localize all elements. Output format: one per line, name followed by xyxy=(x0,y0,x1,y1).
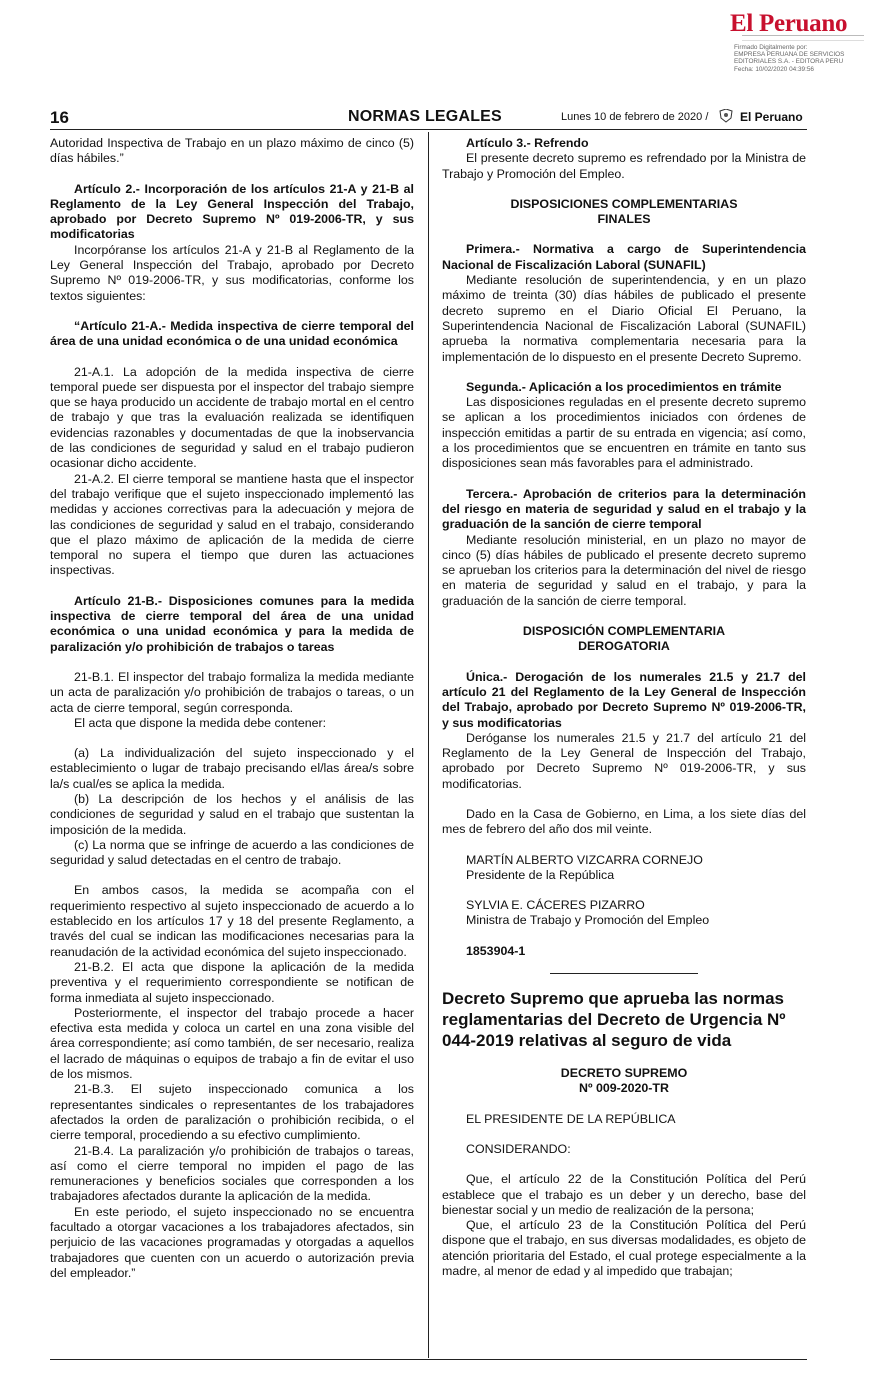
right-column xyxy=(442,136,806,1279)
list-item: (c) La norma que se infringe de acuerdo a las condiciones de seguridad y salud detectadas en el centro de trabajo. xyxy=(50,837,414,868)
left-column xyxy=(50,136,414,1281)
paragraph: Posteriormente, el inspector del trabajo procede a hacer efectiva esta medida y coloca un cartel en una zona visible del área correspondiente; así como también, de ser necesario, realiza el lacrado de máquinas o equipos de trabajo a fin de evitar el uso de los mismos. xyxy=(50,1005,414,1082)
decree-label: DECRETO SUPREMO xyxy=(560,1066,688,1081)
publication-code: 1853904-1 xyxy=(466,943,526,958)
paragraph: 21-A.1. La adopción de la medida inspectiva de cierre temporal puede ser dispuesta por el inspector del trabajo siempre que se haya producido un accidente de trabajo mortal en el centro de trabajo y que tras la evaluación realizada se identifiquen evidencias razonables y documentadas de que la inobservancia de las condiciones de seguridad y salud en el trabajo pudieron ocasionar dicho accidente. xyxy=(50,364,414,471)
article-2-heading: Artículo 2.- Incorporación de los artículos 21-A y 21-B al Reglamento de la Ley General Inspección del Trabajo, aprobado por Decreto Supremo Nº 019-2006-TR, y sus modificatorias xyxy=(50,181,414,242)
digital-signature: Firmado Digitalmente por: EMPRESA PERUANA DE SERVICIOS EDITORIALES S.A. - EDITORA PERU Fecha: 10/02/2020 04:39:56 xyxy=(734,44,845,73)
paragraph: Incorpóranse los artículos 21-A y 21-B al Reglamento de la Ley General Inspección del Trabajo, aprobado por Decreto Supremo Nº 019-2006-TR, y sus modificatorias, conforme los textos siguientes: xyxy=(50,242,414,303)
disposition-heading: Primera.- Normativa a cargo de Superintendencia Nacional de Fiscalización Laboral (SUNAFIL) xyxy=(442,242,806,272)
list-item: (b) La descripción de los hechos y el análisis de las condiciones de seguridad y salud en el trabajo que sustentan la imposición de la medida. xyxy=(50,791,414,837)
issue-date: Lunes 10 de febrero de 2020 / xyxy=(561,111,709,123)
paragraph: Mediante resolución ministerial, en un plazo no mayor de cinco (5) días hábiles de publicado el presente decreto supremo se aprueban los criterios para la determinación del nivel de riesgo en materia de seguridad y salud en el trabajo, y para la graduación de la sanción de cierre temporal. xyxy=(442,532,806,608)
column-divider xyxy=(428,132,429,1358)
signatory-name: MARTÍN ALBERTO VIZCARRA CORNEJO xyxy=(466,852,703,867)
coat-of-arms-icon xyxy=(718,109,734,123)
section-separator xyxy=(550,973,698,974)
section-title: NORMAS LEGALES xyxy=(348,108,502,125)
decree-number: Nº 009-2020-TR xyxy=(579,1081,669,1096)
paragraph: Que, el artículo 22 de la Constitución Política del Perú establece que el trabajo es un deber y un derecho, base del bienestar social y un medio de realización de la persona; xyxy=(442,1172,806,1217)
paragraph: Las disposiciones reguladas en el presente decreto supremo se aplican a los procedimientos iniciados con órdenes de inspección emitidas a partir de su entrada en vigencia; así como, a los procedimientos que se encuentren en trámite en tanto sus disposiciones sean más favorables para el administrado. xyxy=(442,395,806,471)
signatory-title: Presidente de la República xyxy=(466,867,615,882)
disposition-heading: Segunda.- Aplicación a los procedimientos en trámite xyxy=(466,379,782,394)
paragraph: El acta que dispone la medida debe contener: xyxy=(74,715,327,730)
footer-rule xyxy=(50,1359,807,1360)
paragraph: Que, el artículo 23 de la Constitución Política del Perú dispone que el trabajo, en sus diversas modalidades, es objeto de atención prioritaria del Estado, el cual protege especialmente a la madre, al menor de edad y al impedido que trabajan; xyxy=(442,1218,806,1279)
header-brand: El Peruano xyxy=(740,110,803,124)
list-item: (a) La individualización del sujeto inspeccionado y el establecimiento o lugar de trabajo precisando el/las área/s sobre la/s cual/es se aplica la medida. xyxy=(50,746,414,791)
paragraph: Mediante resolución de superintendencia, y en un plazo máximo de treinta (30) días hábiles de publicado el presente decreto supremo en el Diario Oficial El Peruano, la Superintendencia Nacional de Fiscalización Laboral (SUNAFIL) aprueba la normativa complementaria necesaria para la implementación de lo dispuesto en el presente Decreto Supremo. xyxy=(442,273,806,364)
article-21a-heading: “Artículo 21-A.- Medida inspectiva de cierre temporal del área de una unidad económica o de una unidad económica xyxy=(50,318,414,349)
article-3-heading: Artículo 3.- Refrendo xyxy=(466,136,589,150)
page-number: 16 xyxy=(50,108,69,127)
paragraph: Dado en la Casa de Gobierno, en Lima, a los siete días del mes de febrero del año dos mil veinte. xyxy=(442,806,806,837)
paragraph: Deróganse los numerales 21.5 y 21.7 del artículo 21 del Reglamento de la Ley General de Inspección del Trabajo, aprobado por Decreto Supremo Nº 019-2006-TR, y sus modificatorias. xyxy=(442,730,806,791)
disposition-heading: Tercera.- Aprobación de criterios para la determinación del riesgo en materia de seguridad y salud en el trabajo y la graduación de la sanción de cierre temporal xyxy=(442,486,806,532)
paragraph: En este periodo, el sujeto inspeccionado no se encuentra facultado a otorgar vacaciones a los trabajadores afectados, sin perjuicio de las vacaciones programadas y otorgadas a aquellos trabajadores que cuenten con un acuerdo o autorización previa del empleador.” xyxy=(50,1204,414,1280)
signatory-name: SYLVIA E. CÁCERES PIZARRO xyxy=(466,898,645,913)
paragraph: Autoridad Inspectiva de Trabajo en un plazo máximo de cinco (5) días hábiles.” xyxy=(50,136,414,166)
paragraph: En ambos casos, la medida se acompaña con el requerimiento respectivo al sujeto inspeccionado de acuerdo a lo establecido en los artículos 17 y 18 del presente Reglamento, a través del cual se indican las modificaciones necesarias para la reanudación de la actividad económica del sujeto inspeccionado. xyxy=(50,883,414,959)
paragraph: CONSIDERANDO: xyxy=(466,1141,571,1156)
article-21b-heading: Artículo 21-B.- Disposiciones comunes para la medida inspectiva de cierre temporal del área de una unidad económica o una unidad económica y para la medida de paralización y/o prohibición de trabajos o tareas xyxy=(50,593,414,654)
disposition-heading: Única.- Derogación de los numerales 21.5 y 21.7 del artículo 21 del Reglamento de la Ley General de Inspección del Trabajo, aprobado por Decreto Supremo Nº 019-2006-TR, y sus modificatorias xyxy=(442,669,806,730)
paragraph: 21-B.2. El acta que dispone la aplicación de la medida preventiva y el requerimiento correspondiente se notifican de forma inmediata al sujeto inspeccionado. xyxy=(50,959,414,1005)
paragraph: EL PRESIDENTE DE LA REPÚBLICA xyxy=(466,1111,676,1126)
decree-title: Decreto Supremo que aprueba las normas reglamentarias del Decreto de Urgencia Nº 044-2019 relativas al seguro de vida xyxy=(442,989,786,1051)
section-heading: DISPOSICIÓN COMPLEMENTARIA DEROGATORIA xyxy=(522,624,726,654)
header-rule xyxy=(50,129,807,130)
logo-underline xyxy=(742,35,864,41)
el-peruano-logo: El Peruano xyxy=(730,10,848,37)
section-heading: DISPOSICIONES COMPLEMENTARIAS FINALES xyxy=(510,196,738,227)
paragraph: El presente decreto supremo es refrendado por la Ministra de Trabajo y Promoción del Empleo. xyxy=(442,151,806,181)
paragraph: 21-B.1. El inspector del trabajo formaliza la medida mediante un acta de paralización y/o prohibición de trabajos o tareas, o un acta de cierre temporal, según corresponda. xyxy=(50,669,414,715)
paragraph: 21-A.2. El cierre temporal se mantiene hasta que el inspector del trabajo verifique que el sujeto inspeccionado implementó las medidas y acciones correctivas para la adecuación y mejora de las condiciones de seguridad y salud en el trabajo, considerando que el plazo máximo de aplicación de la medida de cierre temporal no supera el tiempo que duren las actuaciones inspectivas. xyxy=(50,471,414,578)
paragraph: 21-B.3. El sujeto inspeccionado comunica a los representantes sindicales o representantes de los trabajadores afectados la orden de paralización o prohibición recibida, o el cierre temporal, procediendo a su efectivo cumplimiento. xyxy=(50,1082,414,1143)
paragraph: 21-B.4. La paralización y/o prohibición de trabajos o tareas, así como el cierre temporal no impiden el pago de las remuneraciones y beneficios sociales que corresponden a los trabajadores afectados durante la aplicación de la medida. xyxy=(50,1143,414,1204)
signatory-title: Ministra de Trabajo y Promoción del Empleo xyxy=(466,913,710,928)
